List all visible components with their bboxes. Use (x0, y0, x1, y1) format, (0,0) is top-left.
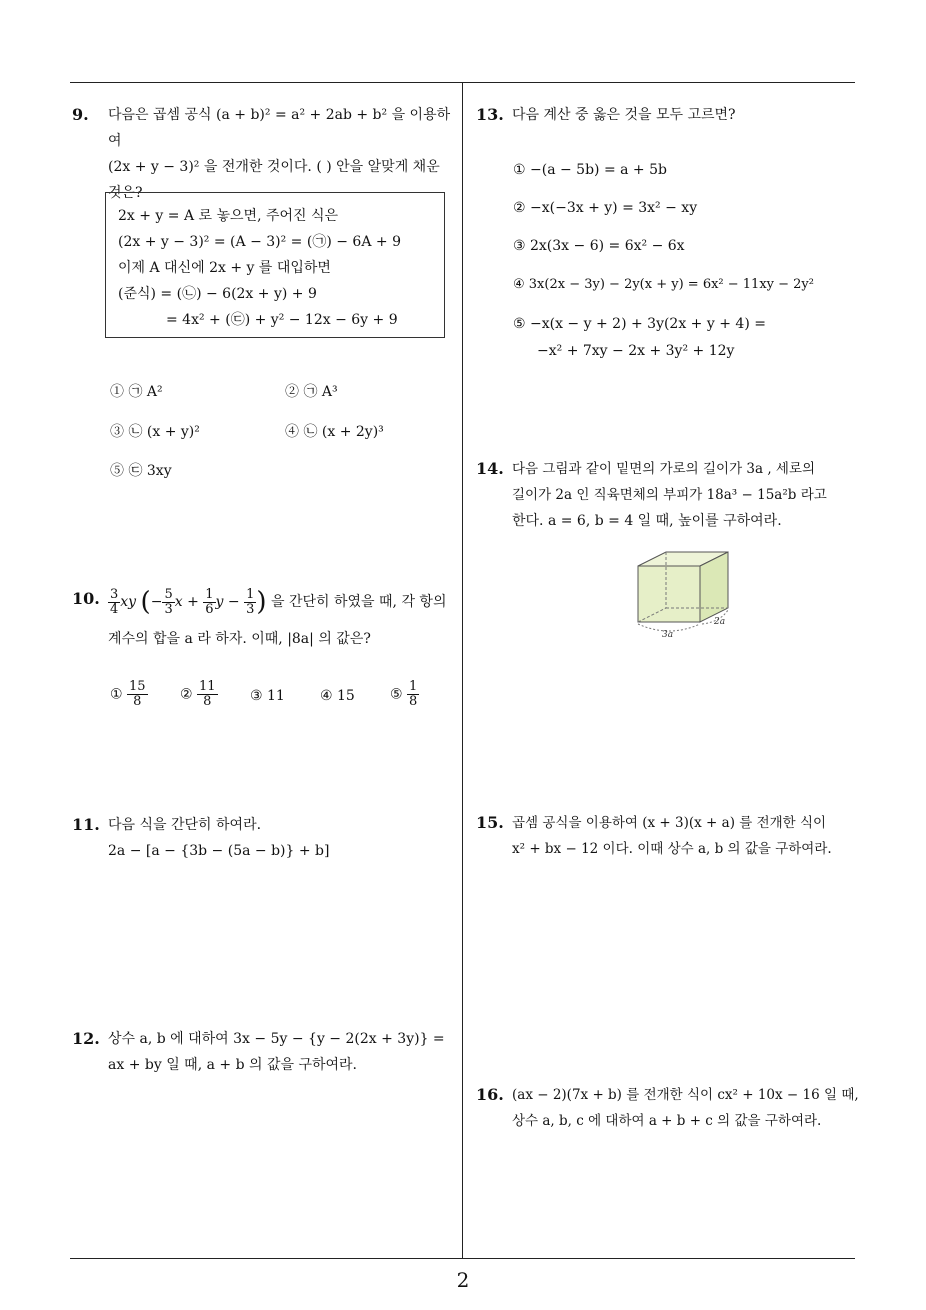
question-line: x² + bx − 12 이다. 이때 상수 a, b 의 값을 구하여라. (512, 841, 832, 857)
choice-1[interactable]: ① −(a − 5b) = a + 5b (513, 162, 667, 178)
question-number: 12. (72, 1029, 100, 1048)
solution-box (105, 192, 445, 338)
question-line: (2x + y − 3)² 을 전개한 것이다. ( ) 안을 알맞게 채운 (108, 159, 440, 175)
fraction: $\frac{15}{8}$ (129, 679, 146, 709)
question-expression: $\frac{3}{4}$ xy (− $\frac{5}{3}$ x + $\frac{1}{6}$ y − $\frac{1}{3}$ ) 을 간단히 하였을 때, 각 항의 (110, 586, 447, 617)
choice-3[interactable]: ③ 2x(3x − 6) = 6x² − 6x (513, 238, 685, 254)
question-line: 계수의 합을 a 라 하자. 이때, |8a| 의 값은? (108, 631, 371, 647)
fraction: $\frac{5}{3}$ (164, 586, 173, 617)
cuboid-figure (630, 548, 740, 643)
depth-label: 2a (714, 617, 726, 627)
choice-5[interactable]: ⑤ −x(x − y + 2) + 3y(2x + y + 4) = (513, 316, 766, 332)
choice-1[interactable]: ① $\frac{15}{8}$ (110, 679, 146, 709)
fraction: $\frac{1}{6}$ (205, 586, 214, 617)
choice-3[interactable]: ③ 11 (250, 688, 285, 704)
choice-5-continued: −x² + 7xy − 2x + 3y² + 12y (537, 343, 735, 359)
choice-5[interactable]: ⑤ ㉢ 3xy (110, 463, 172, 479)
choice-4[interactable]: ④ 15 (320, 688, 355, 704)
question-number: 9. (72, 105, 89, 124)
question-14 (476, 456, 861, 534)
width-label: 3a (662, 630, 674, 640)
question-line: 한다. a = 6, b = 4 일 때, 높이를 구하여라. (512, 513, 782, 529)
question-number: 15. (476, 813, 504, 832)
column-divider (462, 82, 463, 1258)
question-line: 다음은 곱셈 공식 (a + b)² = a² + 2ab + b² 을 이용하여 (108, 107, 451, 149)
choice-1[interactable]: ① ㉠ A² (110, 384, 163, 400)
fraction: $\frac{1}{8}$ (409, 679, 418, 709)
question-line: 다음 식을 간단히 하여라. (108, 817, 262, 833)
question-number: 10. (72, 589, 100, 608)
choice-2[interactable]: ② −x(−3x + y) = 3x² − xy (513, 200, 698, 216)
question-line: 길이가 2a 인 직육면체의 부피가 18a³ − 15a²b 라고 (512, 487, 827, 503)
choice-2[interactable]: ② ㉠ A³ (285, 384, 338, 400)
choice-4[interactable]: ④ ㉡ (x + 2y)³ (285, 424, 384, 440)
question-15 (476, 810, 861, 862)
question-line: ax + by 일 때, a + b 의 값을 구하여라. (108, 1057, 358, 1073)
question-11 (72, 812, 457, 864)
question-line: 곱셈 공식을 이용하여 (x + 3)(x + a) 를 전개한 식이 (512, 815, 827, 831)
choice-4[interactable]: ④ 3x(2x − 3y) − 2y(x + y) = 6x² − 11xy − 2y² (513, 277, 814, 292)
question-number: 14. (476, 459, 504, 478)
question-number: 13. (476, 105, 504, 124)
question-number: 11. (72, 815, 100, 834)
choice-3[interactable]: ③ ㉡ (x + y)² (110, 424, 200, 440)
box-line: = 4x² + (㉢) + y² − 12x − 6y + 9 (166, 312, 398, 328)
box-line: (2x + y − 3)² = (A − 3)² = (㉠) − 6A + 9 (118, 234, 401, 250)
question-16 (476, 1082, 861, 1134)
bottom-rule (70, 1258, 855, 1259)
question-13 (476, 102, 856, 128)
question-line: (ax − 2)(7x + b) 를 전개한 식이 cx² + 10x − 16 일 때, (512, 1087, 859, 1103)
fraction: $\frac{3}{4}$ (110, 586, 119, 617)
choice-2[interactable]: ② $\frac{11}{8}$ (180, 679, 216, 709)
page-number: 2 (456, 1268, 470, 1292)
choice-5[interactable]: ⑤ $\frac{1}{8}$ (390, 679, 418, 709)
question-line: 다음 계산 중 옳은 것을 모두 고르면? (512, 107, 736, 123)
box-line: 이제 A 대신에 2x + y 를 대입하면 (118, 260, 331, 276)
question-9 (72, 102, 457, 206)
question-line: 상수 a, b 에 대하여 3x − 5y − {y − 2(2x + 3y)} = (108, 1031, 445, 1047)
question-line: 것은? (108, 185, 143, 201)
question-number: 16. (476, 1085, 504, 1104)
question-12 (72, 1026, 457, 1078)
question-line: 2a − [a − {3b − (5a − b)} + b] (108, 843, 330, 859)
fraction: $\frac{1}{3}$ (246, 586, 255, 617)
box-line: (준식) = (㉡) − 6(2x + y) + 9 (118, 286, 317, 302)
question-line: 다음 그림과 같이 밑면의 가로의 길이가 3a , 세로의 (512, 461, 816, 477)
question-10 (72, 584, 457, 652)
box-line: 2x + y = A 로 놓으면, 주어진 식은 (118, 208, 339, 224)
question-text (108, 102, 457, 206)
question-line: 상수 a, b, c 에 대하여 a + b + c 의 값을 구하여라. (512, 1113, 822, 1129)
fraction: $\frac{11}{8}$ (199, 679, 216, 709)
